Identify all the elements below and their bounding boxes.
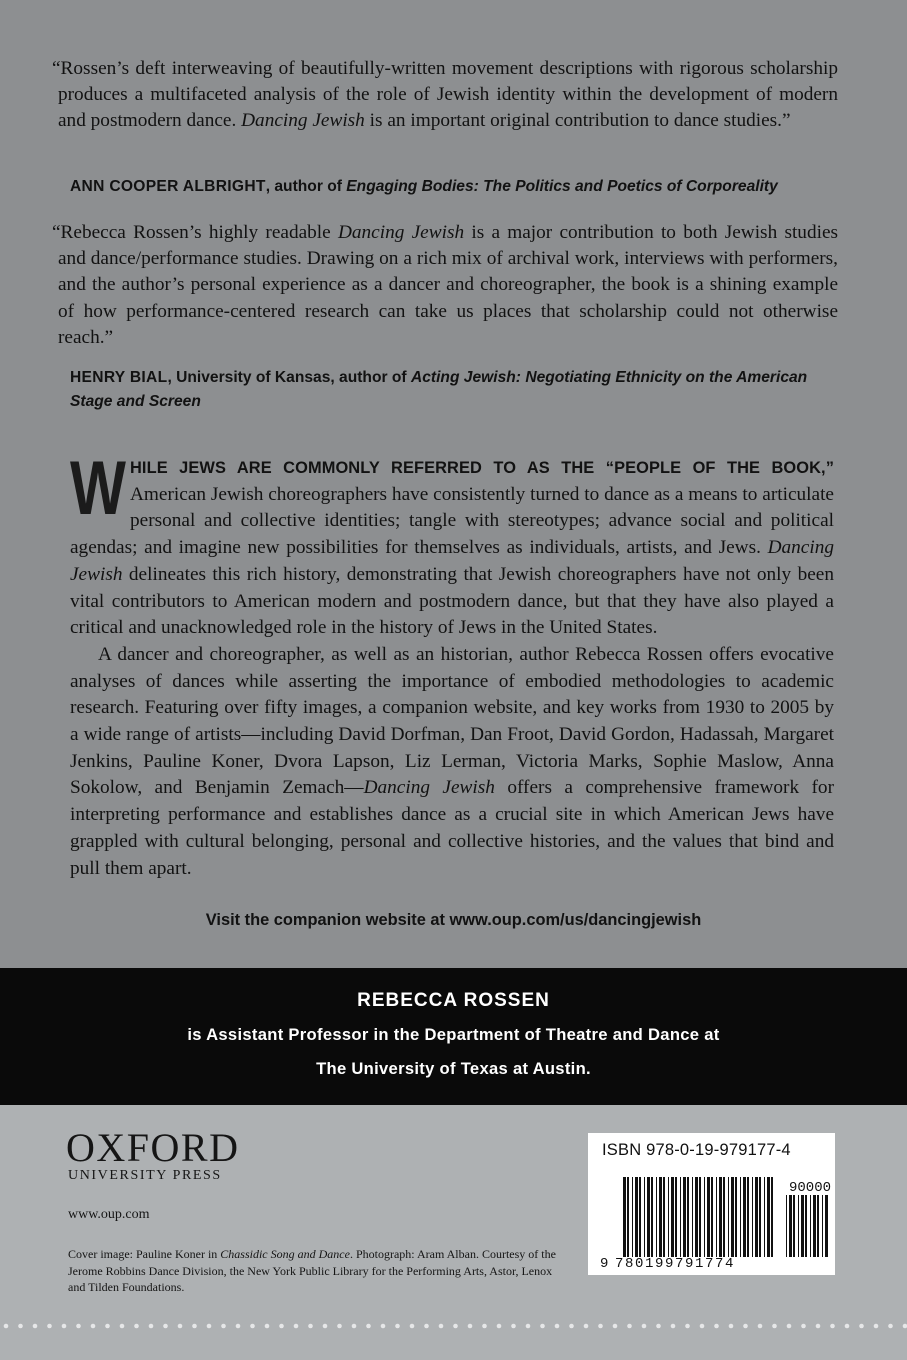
border-dot xyxy=(656,1324,661,1329)
companion-website-line: Visit the companion website at www.oup.com/us/dancingjewish xyxy=(205,911,702,929)
author-bio-band xyxy=(0,968,907,1105)
border-dot xyxy=(265,1324,270,1329)
description-paragraph-2: A dancer and choreographer, as well as an historian, author Rebecca Rossen offers evocative analyses of dances while asserting the importance of embodied methodologies to academic research. Featuring over fifty images, a companion website, and key works from 1930 to 2005 by a wide range of artists—including David Dorfman, Dan Froot, David Gordon, Hadassah, Margaret Jenkins, Pauline Koner, Dvora Lapson, Liz Lerman, Victoria Marks, Sophie Maslow, Anna Sokolow, and Benjamin Zemach—Dancing Jewish offers a comprehensive framework for interpreting performance and establishes dance as a crucial site in which American Jews have grappled with cultural belonging, personal and collective histories, and the values that bind and pull them apart. xyxy=(70,643,834,879)
border-dot xyxy=(613,1324,618,1329)
border-dot xyxy=(787,1324,792,1329)
barcode-bar xyxy=(731,1177,734,1257)
border-dot xyxy=(468,1324,473,1329)
barcode-bar xyxy=(707,1177,710,1257)
barcode-bar xyxy=(656,1177,657,1257)
barcode-bar xyxy=(735,1177,737,1257)
border-dot xyxy=(627,1324,632,1329)
barcode-bar xyxy=(747,1177,749,1257)
border-dot xyxy=(18,1324,23,1329)
barcode-bar xyxy=(704,1177,705,1257)
barcode-price-code: 90000 xyxy=(789,1180,832,1196)
border-dot xyxy=(671,1324,676,1329)
barcode-digits: 780199791774 xyxy=(615,1256,736,1272)
border-dot xyxy=(178,1324,183,1329)
barcode-bar xyxy=(759,1177,761,1257)
publisher-subtitle: UNIVERSITY PRESS xyxy=(68,1168,222,1183)
border-dot xyxy=(642,1324,647,1329)
border-dot xyxy=(903,1324,907,1329)
barcode-bar xyxy=(789,1195,792,1257)
border-dot xyxy=(76,1324,81,1329)
border-dot xyxy=(743,1324,748,1329)
border-dot xyxy=(192,1324,197,1329)
border-dot xyxy=(859,1324,864,1329)
barcode-bar xyxy=(798,1195,799,1257)
border-dot xyxy=(105,1324,110,1329)
border-dot xyxy=(772,1324,777,1329)
border-dot xyxy=(47,1324,52,1329)
barcode-bar xyxy=(716,1177,717,1257)
isbn-barcode-box xyxy=(588,1133,835,1275)
barcode-bar xyxy=(639,1177,641,1257)
barcode-main-bars xyxy=(623,1177,773,1257)
barcode-bar xyxy=(663,1177,665,1257)
border-dot xyxy=(453,1324,458,1329)
barcode-bar xyxy=(805,1195,807,1257)
border-dot xyxy=(511,1324,516,1329)
border-dot xyxy=(424,1324,429,1329)
barcode-bar xyxy=(680,1177,681,1257)
barcode-bar xyxy=(711,1177,713,1257)
border-dot xyxy=(163,1324,168,1329)
barcode-bar xyxy=(683,1177,686,1257)
border-dot xyxy=(134,1324,139,1329)
barcode-bar xyxy=(623,1177,626,1257)
border-dot xyxy=(874,1324,879,1329)
border-dot xyxy=(700,1324,705,1329)
barcode-bar xyxy=(752,1177,753,1257)
border-dot xyxy=(598,1324,603,1329)
border-dot xyxy=(729,1324,734,1329)
border-dot xyxy=(816,1324,821,1329)
barcode-bar xyxy=(767,1177,770,1257)
border-dot xyxy=(250,1324,255,1329)
barcode-bar xyxy=(647,1177,650,1257)
review-attribution-2: HENRY BIAL, University of Kansas, author of Acting Jewish: Negotiating Ethnicity on the American Stage and Screen xyxy=(70,369,808,410)
barcode-bar xyxy=(810,1195,811,1257)
barcode-bar xyxy=(687,1177,689,1257)
border-dot xyxy=(439,1324,444,1329)
barcode-bar xyxy=(644,1177,645,1257)
barcode-addon-bars xyxy=(786,1195,828,1257)
border-dot xyxy=(337,1324,342,1329)
border-dot xyxy=(366,1324,371,1329)
border-dot xyxy=(33,1324,38,1329)
border-dot xyxy=(279,1324,284,1329)
isbn-label: ISBN 978-0-19-979177-4 xyxy=(602,1141,791,1159)
border-dot xyxy=(497,1324,502,1329)
border-dot xyxy=(540,1324,545,1329)
barcode-bar xyxy=(817,1195,819,1257)
barcode-svg xyxy=(588,1133,835,1275)
barcode-bar xyxy=(822,1195,823,1257)
border-dot xyxy=(91,1324,96,1329)
barcode-bar xyxy=(801,1195,804,1257)
border-dot xyxy=(758,1324,763,1329)
barcode-bar xyxy=(668,1177,669,1257)
border-dot xyxy=(584,1324,589,1329)
barcode-bar xyxy=(755,1177,758,1257)
border-dot xyxy=(830,1324,835,1329)
barcode-bar xyxy=(786,1195,787,1257)
barcode-bar xyxy=(813,1195,816,1257)
review-quote-2: “Rebecca Rossen’s highly readable Dancing Jewish is a major contribution to both Jewish studies and dance/performance studies. Drawing on a rich mix of archival work, interviews with performers, and the author’s personal experience as a dancer and choreographer, the book is a shining example of how performance-centered research can take us places that scholarship could not otherwise reach.” xyxy=(52,222,839,348)
barcode-lead-digit: 9 xyxy=(600,1256,609,1272)
border-dot xyxy=(308,1324,313,1329)
author-bio-line-1: is Assistant Professor in the Department of Theatre and Dance at xyxy=(187,1025,720,1044)
review-attribution-1: ANN COOPER ALBRIGHT, author of Engaging Bodies: The Politics and Poetics of Corporeality xyxy=(70,178,778,195)
cover-image-credit: Cover image: Pauline Koner in Chassidic Song and Dance. Photograph: Aram Alban. Courtesy of the Jerome Robbins Dance Division, the New York Public Library for the Performing Arts, Astor, Lenox and Tilden Foundations. xyxy=(68,1247,556,1295)
barcode-bar xyxy=(719,1177,722,1257)
border-dot xyxy=(526,1324,531,1329)
book-description xyxy=(70,446,834,882)
border-dot xyxy=(569,1324,574,1329)
publisher-url: www.oup.com xyxy=(68,1207,150,1222)
barcode-bar xyxy=(627,1177,629,1257)
border-dot xyxy=(714,1324,719,1329)
barcode-bar xyxy=(695,1177,698,1257)
border-dot xyxy=(62,1324,67,1329)
barcode-bar xyxy=(764,1177,765,1257)
barcode-bar xyxy=(675,1177,677,1257)
barcode-bar xyxy=(825,1195,828,1257)
border-dot xyxy=(294,1324,299,1329)
border-dot xyxy=(236,1324,241,1329)
author-name: REBECCA ROSSEN xyxy=(357,990,550,1011)
barcode-bar xyxy=(692,1177,693,1257)
border-dot xyxy=(801,1324,806,1329)
barcode-bar xyxy=(699,1177,701,1257)
barcode-bar xyxy=(651,1177,653,1257)
border-dot xyxy=(482,1324,487,1329)
border-dot xyxy=(395,1324,400,1329)
drop-cap: W xyxy=(70,446,126,531)
border-dot xyxy=(207,1324,212,1329)
border-dot xyxy=(323,1324,328,1329)
barcode-bar xyxy=(635,1177,638,1257)
border-dot xyxy=(352,1324,357,1329)
border-dot xyxy=(4,1324,9,1329)
barcode-bar xyxy=(632,1177,633,1257)
review-quote-1: “Rossen’s deft interweaving of beautifully-written movement descriptions with rigorous scholarship produces a multifaceted analysis of the role of Jewish identity within the development of modern and postmodern dance. Dancing Jewish is an important original contribution to dance studies.” xyxy=(52,58,838,132)
barcode-bar xyxy=(771,1177,773,1257)
border-dot xyxy=(888,1324,893,1329)
description-paragraph-1: WHILE JEWS ARE COMMONLY REFERRED TO AS THE “PEOPLE OF THE BOOK,” American Jewish choreographers have consistently turned to dance as a means to articulate personal and collective identities; tangle with stereotypes; advance social and political agendas; and imagine new possibilities for themselves as individuals, artists, and Jews. Dancing Jewish delineates this rich history, demonstrating that Jewish choreographers have not only been vital contributors to American modern and postmodern dance, but that they have also played a critical and unacknowledged role in the history of Jews in the United States. xyxy=(70,446,834,639)
publisher-logo: OXFORD xyxy=(66,1125,240,1170)
border-dot xyxy=(149,1324,154,1329)
barcode-bar xyxy=(671,1177,674,1257)
barcode-bar xyxy=(723,1177,725,1257)
border-dot xyxy=(120,1324,125,1329)
barcode-bar xyxy=(728,1177,729,1257)
decorative-dot-border xyxy=(0,1320,907,1332)
author-bio-line-2: The University of Texas at Austin. xyxy=(316,1059,591,1078)
barcode-bar xyxy=(793,1195,795,1257)
border-dot xyxy=(410,1324,415,1329)
barcode-bar xyxy=(743,1177,746,1257)
border-dot xyxy=(221,1324,226,1329)
barcode-bar xyxy=(659,1177,662,1257)
border-dot xyxy=(381,1324,386,1329)
border-dot xyxy=(555,1324,560,1329)
barcode-bar xyxy=(740,1177,741,1257)
border-dot xyxy=(845,1324,850,1329)
border-dot xyxy=(685,1324,690,1329)
